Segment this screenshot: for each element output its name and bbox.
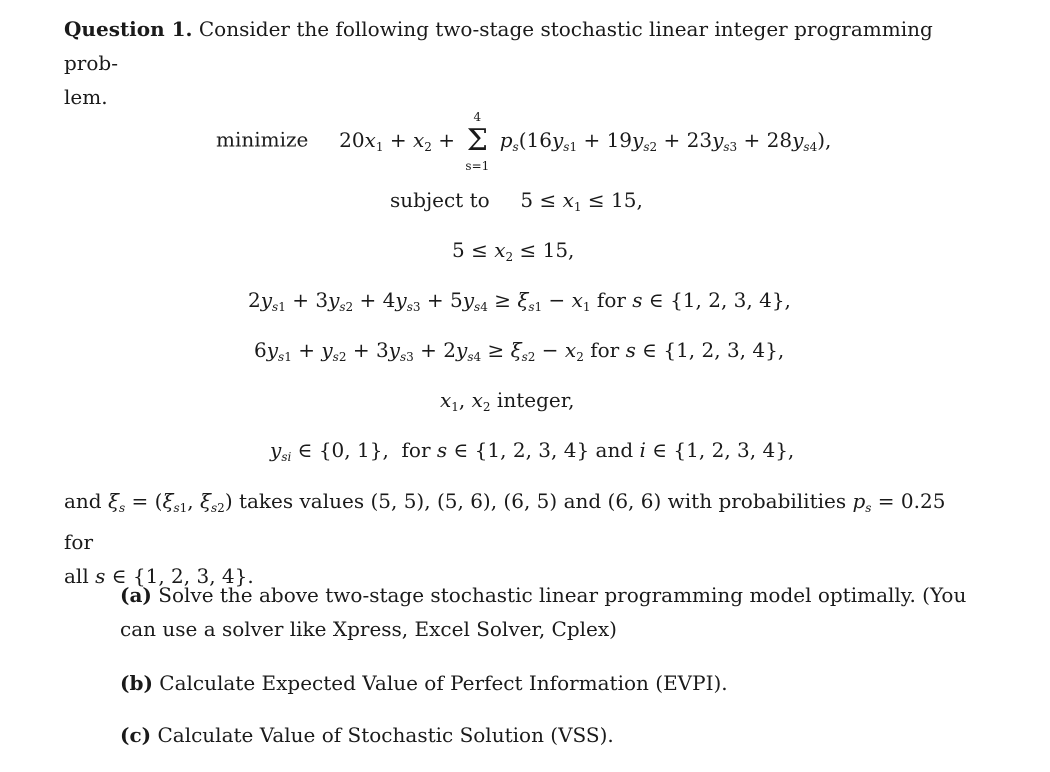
part-c-label: (c) [120,723,152,747]
question-label: Question 1. [64,17,193,41]
constraint-binary: $y_{si}$ ∈ {0, 1}, for s ∈ {1, 2, 3, 4} and i ∈ {1, 2, 3, 4}, [270,438,795,464]
part-c [120,718,980,752]
sum-upper-limit: 4 [473,110,482,124]
subject-to-keyword: subject to [390,188,490,212]
constraint-bound-x1: subject to $5 \le x_1 \le 15$, [390,188,643,214]
objective-line [216,110,832,173]
part-b-text: Calculate Expected Value of Perfect Information (EVPI). [159,671,728,695]
part-a [120,578,980,646]
part-c-text: Calculate Value of Stochastic Solution (VSS). [157,723,614,747]
question-intro [64,12,964,114]
scenario-description: and $\xi_s = (\xi_{s1}$, $\xi_{s2}$) takes values (5, 5), (5, 6), (6, 5) and (6, 6) with probabilities $p_s = 0.25$ for all s ∈ {1, 2, 3, 4}. [64,489,946,588]
question-intro-text: Consider the following two-stage stochastic linear integer programming prob- lem. [64,17,933,109]
part-a-text: Solve the above two-stage stochastic linear programming model optimally. (You can use a solver like Xpress, Excel Solver, Cplex) [120,583,967,641]
constraint-bound-x2: $5 \le x_2 \le 15$, [452,238,575,264]
sum-lower-limit: s=1 [465,159,490,173]
part-b-label: (b) [120,671,153,695]
constraint-recourse-2: $6y_{s1} + y_{s2} + 3y_{s3} + 2y_{s4} \ge \xi_{s2} - x_2$ for s ∈ {1, 2, 3, 4}, [254,338,785,364]
part-a-label: (a) [120,583,152,607]
objective-keyword: minimize [216,127,309,152]
constraint-integer: $x_1$, $x_2$ integer, [440,388,575,414]
summation-symbol: 4 Σ s=1 [463,126,491,156]
objective-expression: $20x_1 + x_2$ + 4 Σ s=1 $p_s(16y_{s1} + 19y_{s2} + 23y_{s3} + 28y_{s4})$, [339,110,832,173]
constraint-recourse-1: $2y_{s1} + 3y_{s2} + 4y_{s3} + 5y_{s4} \ge \xi_{s1} - x_1$ for s ∈ {1, 2, 3, 4}, [248,288,791,314]
part-b [120,666,980,700]
